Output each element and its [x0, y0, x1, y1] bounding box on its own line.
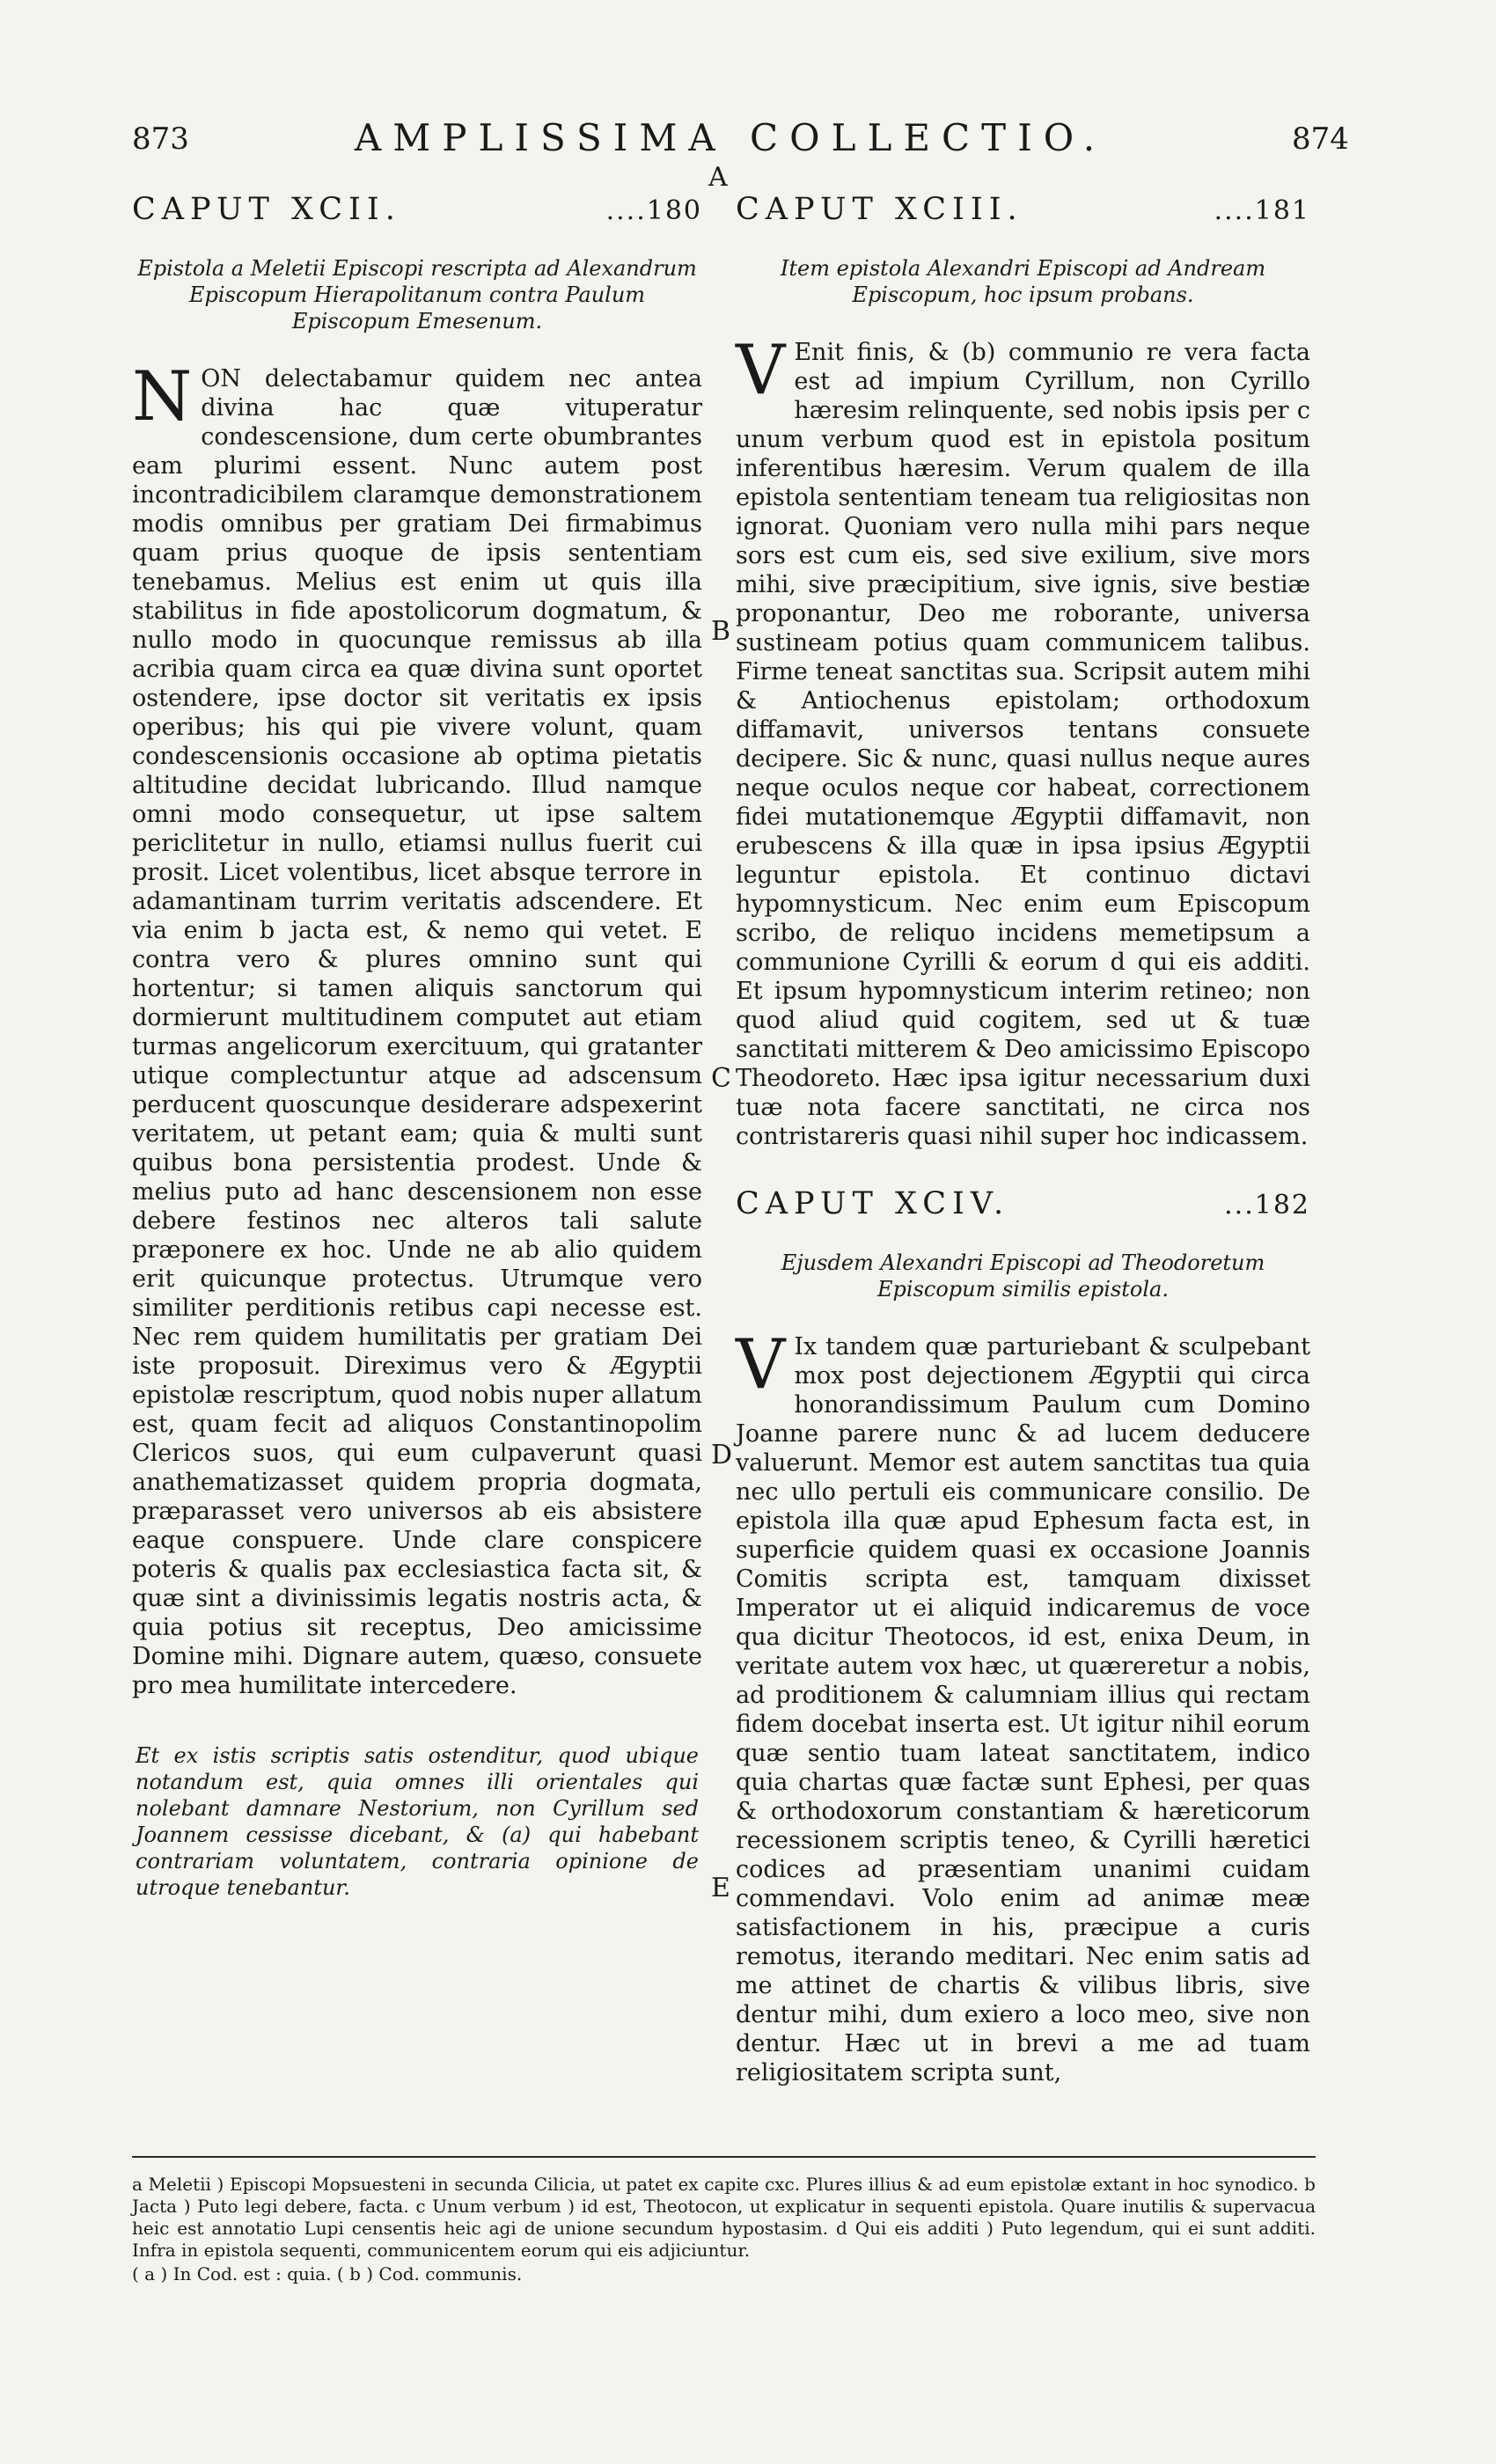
margin-letter-a: A [708, 162, 728, 193]
margin-letter-d: D [711, 1440, 733, 1470]
margin-letter-b: B [711, 616, 731, 647]
running-title: AMPLISSIMA COLLECTIO. [354, 116, 1107, 159]
caput-title: Ejusdem Alexandri Episcopi ad Theodoretum Episcopum similis epistola. [781, 1250, 1265, 1302]
left-column [132, 192, 702, 1901]
caput-heading [736, 1186, 1310, 1225]
drop-cap: N [132, 357, 193, 436]
epistle-text [736, 331, 1310, 1151]
epistle-body: ON delectabamur quidem nec antea divina hac quæ vituperatur condescensione, dum certe obumbrantes eam plurimi essent. Nunc autem post incontradicibilem claramque demonstrationem modis omnibus per gratiam Dei firmabimus quam prius quoque de ipsis sententiam tenebamus. Melius est enim ut quis illa stabilitus in fide apostolicorum dogmatum, & nullo modo in quocunque remissus ab illa acribia quam circa ea quæ divina sunt oportet ostendere, ipse doctor sit veritatis ex ipsis operibus; his qui pie vivere volunt, quam condescensionis occasione ab optima pietatis altitudine decidat lubricando. Illud namque omni modo consequetur, ut ipse saltem periclitetur in nullo, etiamsi nullus fuerit cui prosit. Licet volentibus, licet absque terrore in adamantinam turrim veritatis adscendere. Et via enim b jacta est, & nemo qui vetet. E contra vero & plures omnino sunt qui hortentur; si tamen aliquis sanctorum qui dormierunt multitudinem computet aut etiam turmas angelicorum exercituum, qui gratanter utique complectuntur atque ad adscensum perducent quoscunque desiderare adspexerint veritatem, ut petant eam; quia & multi sunt quibus bona persistentia prodest. Unde & melius puto ad hanc descensionem non esse debere festinos nec alteros tali salute præponere ex hoc. Unde ne ab alio quidem erit quicunque protectus. Utrumque vero similiter perditionis retibus capi necesse est. Nec rem quidem humilitatis per gratiam Dei iste proposuit. Direximus vero & Ægyptii epistolæ rescriptum, quod nobis nuper allatum est, quam fecit ad aliquos Constantinopolim Clericos suos, qui eum culpaverunt quasi anathematizasset quidem propria dogmata, præparasset vero universos ab eis absistere eaque conspuere. Unde clare conspicere poteris & qualis pax ecclesiastica facta sit, & quæ sint a divinissimis legatis nostris acta, & quia potius sit receptus, Deo amicissime Domine mihi. Dignare autem, quæso, consuete pro mea humilitate intercedere. [132, 365, 702, 1699]
epistle-body: Enit finis, & (b) communio re vera facta est ad impium Cyrillum, non Cyrillo hæresim relinquente, sed nobis ipsis per c unum verbum quod est in epistola positum inferentibus hæresim. Verum qualem de illa epistola sententiam teneam tua religiositas non ignorat. Quoniam vero nulla mihi pars neque sors est cum eis, sed sive exilium, sive mors mihi, sive præcipitium, sive ignis, sive bestiæ proponantur, Deo me roborante, universa sustineam potius quam communicem talibus. Firme teneat sanctitas sua. Scripsit autem mihi & Antiochenus epistolam; orthodoxum diffamavit, universos tentans consuete decipere. Sic & nunc, quasi nullus neque aures neque oculos neque cor habeat, correctionem fidei mutationemque Ægyptii diffamavit, non erubescens & illa quæ in ipsa ipsius Ægyptii leguntur epistola. Et continuo dictavi hypomnysticum. Nec enim eum Episcopum scribo, de reliquo incidens memetipsum a communione Cyrilli & eorum d qui eis additi. Et ipsum hypomnysticum interim retineo; non quod aliud quid cogitem, sed ut & tuæ sanctitati mitterem & Deo amicissimo Episcopo Theodoreto. Hæc ipsa igitur necessarium duxi tuæ nota facere sanctitati, ne circa nos contristareris quasi nihil super hoc indicassem. [736, 339, 1310, 1150]
margin-letter-c: C [711, 1063, 731, 1094]
caput-title: Epistola a Meletii Episcopi rescripta ad Alexandrum Episcopum Hierapolitanum contra Paulum Episcopum Emesenum. [137, 256, 697, 334]
footnote-paragraph: ( a ) In Cod. est : quia. ( b ) Cod. communis. [132, 2263, 523, 2284]
footnotes [132, 2174, 1316, 2287]
caput-reference: ...182 [1224, 1190, 1310, 1221]
epistle-text [736, 1325, 1310, 2087]
caput-reference: ....180 [605, 195, 702, 226]
margin-letter-e: E [711, 1873, 730, 1903]
caput-label: CAPUT XCIII. [736, 192, 1023, 227]
page-number-right: 874 [1292, 121, 1349, 157]
drop-cap: V [736, 1325, 786, 1404]
caput-heading [736, 192, 1310, 231]
caput-title: Item epistola Alexandri Episcopi ad Andream Episcopum, hoc ipsum probans. [780, 256, 1266, 307]
right-column [736, 192, 1310, 2087]
caput-heading [132, 192, 702, 231]
caput-reference: ....181 [1214, 195, 1310, 226]
epistle-body: Ix tandem quæ parturiebant & sculpebant mox post dejectionem Ægyptii qui circa honorandissimum Paulum cum Domino Joanne parere nunc & ad lucem deducere valuerunt. Memor est autem sanctitas tua quia nec ullo pertuli eis communicare consilio. De epistola illa quæ apud Ephesum facta est, in superficie quidem quasi ex occasione Joannis Comitis scripta est, tamquam dixisset Imperator ut ei aliquid indicaremus de voce qua dicitur Theotocos, id est, enixa Deum, in veritate autem vox hæc, ut quæreretur a nobis, ad proditionem & calumniam illius qui rectam fidem docebat inserta est. Ut igitur nihil eorum quæ sentio tuam lateat sanctitatem, indico quia chartas quæ factæ sunt Ephesi, per quas & orthodoxorum constantiam & hæreticorum recessionem scriptis teneo, & Cyrilli hæretici codices ad præsentiam unanimi cuidam commendavi. Volo enim ad animæ meæ satisfactionem in his, præcipue a curis remotus, iterando meditari. Nec enim satis ad me attinet de chartis & vilibus libris, sive dentur mihi, dum exiero a loco meo, sive non dentur. Hæc ut in brevi a me ad tuam religiositatem scripta sunt, [736, 1333, 1310, 2086]
footnote-rule [132, 2156, 1316, 2158]
caput-label: CAPUT XCIV. [736, 1186, 1010, 1221]
caput-label: CAPUT XCII. [132, 192, 401, 227]
drop-cap: V [736, 331, 786, 410]
editorial-note: Et ex istis scriptis satis ostenditur, quod ubique notandum est, quia omnes illi orientales qui nolebant damnare Nestorium, non Cyrillum sed Joannem cessisse dicebant, & (a) qui habebant contrariam voluntatem, contraria opinione de utroque tenebantur. [136, 1743, 699, 1900]
footnote-paragraph: a Meletii ) Episcopi Mopsuesteni in secunda Cilicia, ut patet ex capite cxc. Plures illius & ad eum epistolæ extant in hoc synodico. b Jacta ) Puto legi debere, facta. c Unum verbum ) id est, Theotocon, ut explicatur in sequenti epistola. Quare inutilis & supervacua heic est annotatio Lupi censentis heic agi de unione secundum hypostasim. d Qui eis additi ) Puto legendum, qui ei sunt additi. Infra in epistola sequenti, communicentem eorum qui eis adjiciuntur. [132, 2174, 1316, 2261]
epistle-text [132, 357, 702, 1700]
page-number-left: 873 [132, 121, 189, 157]
